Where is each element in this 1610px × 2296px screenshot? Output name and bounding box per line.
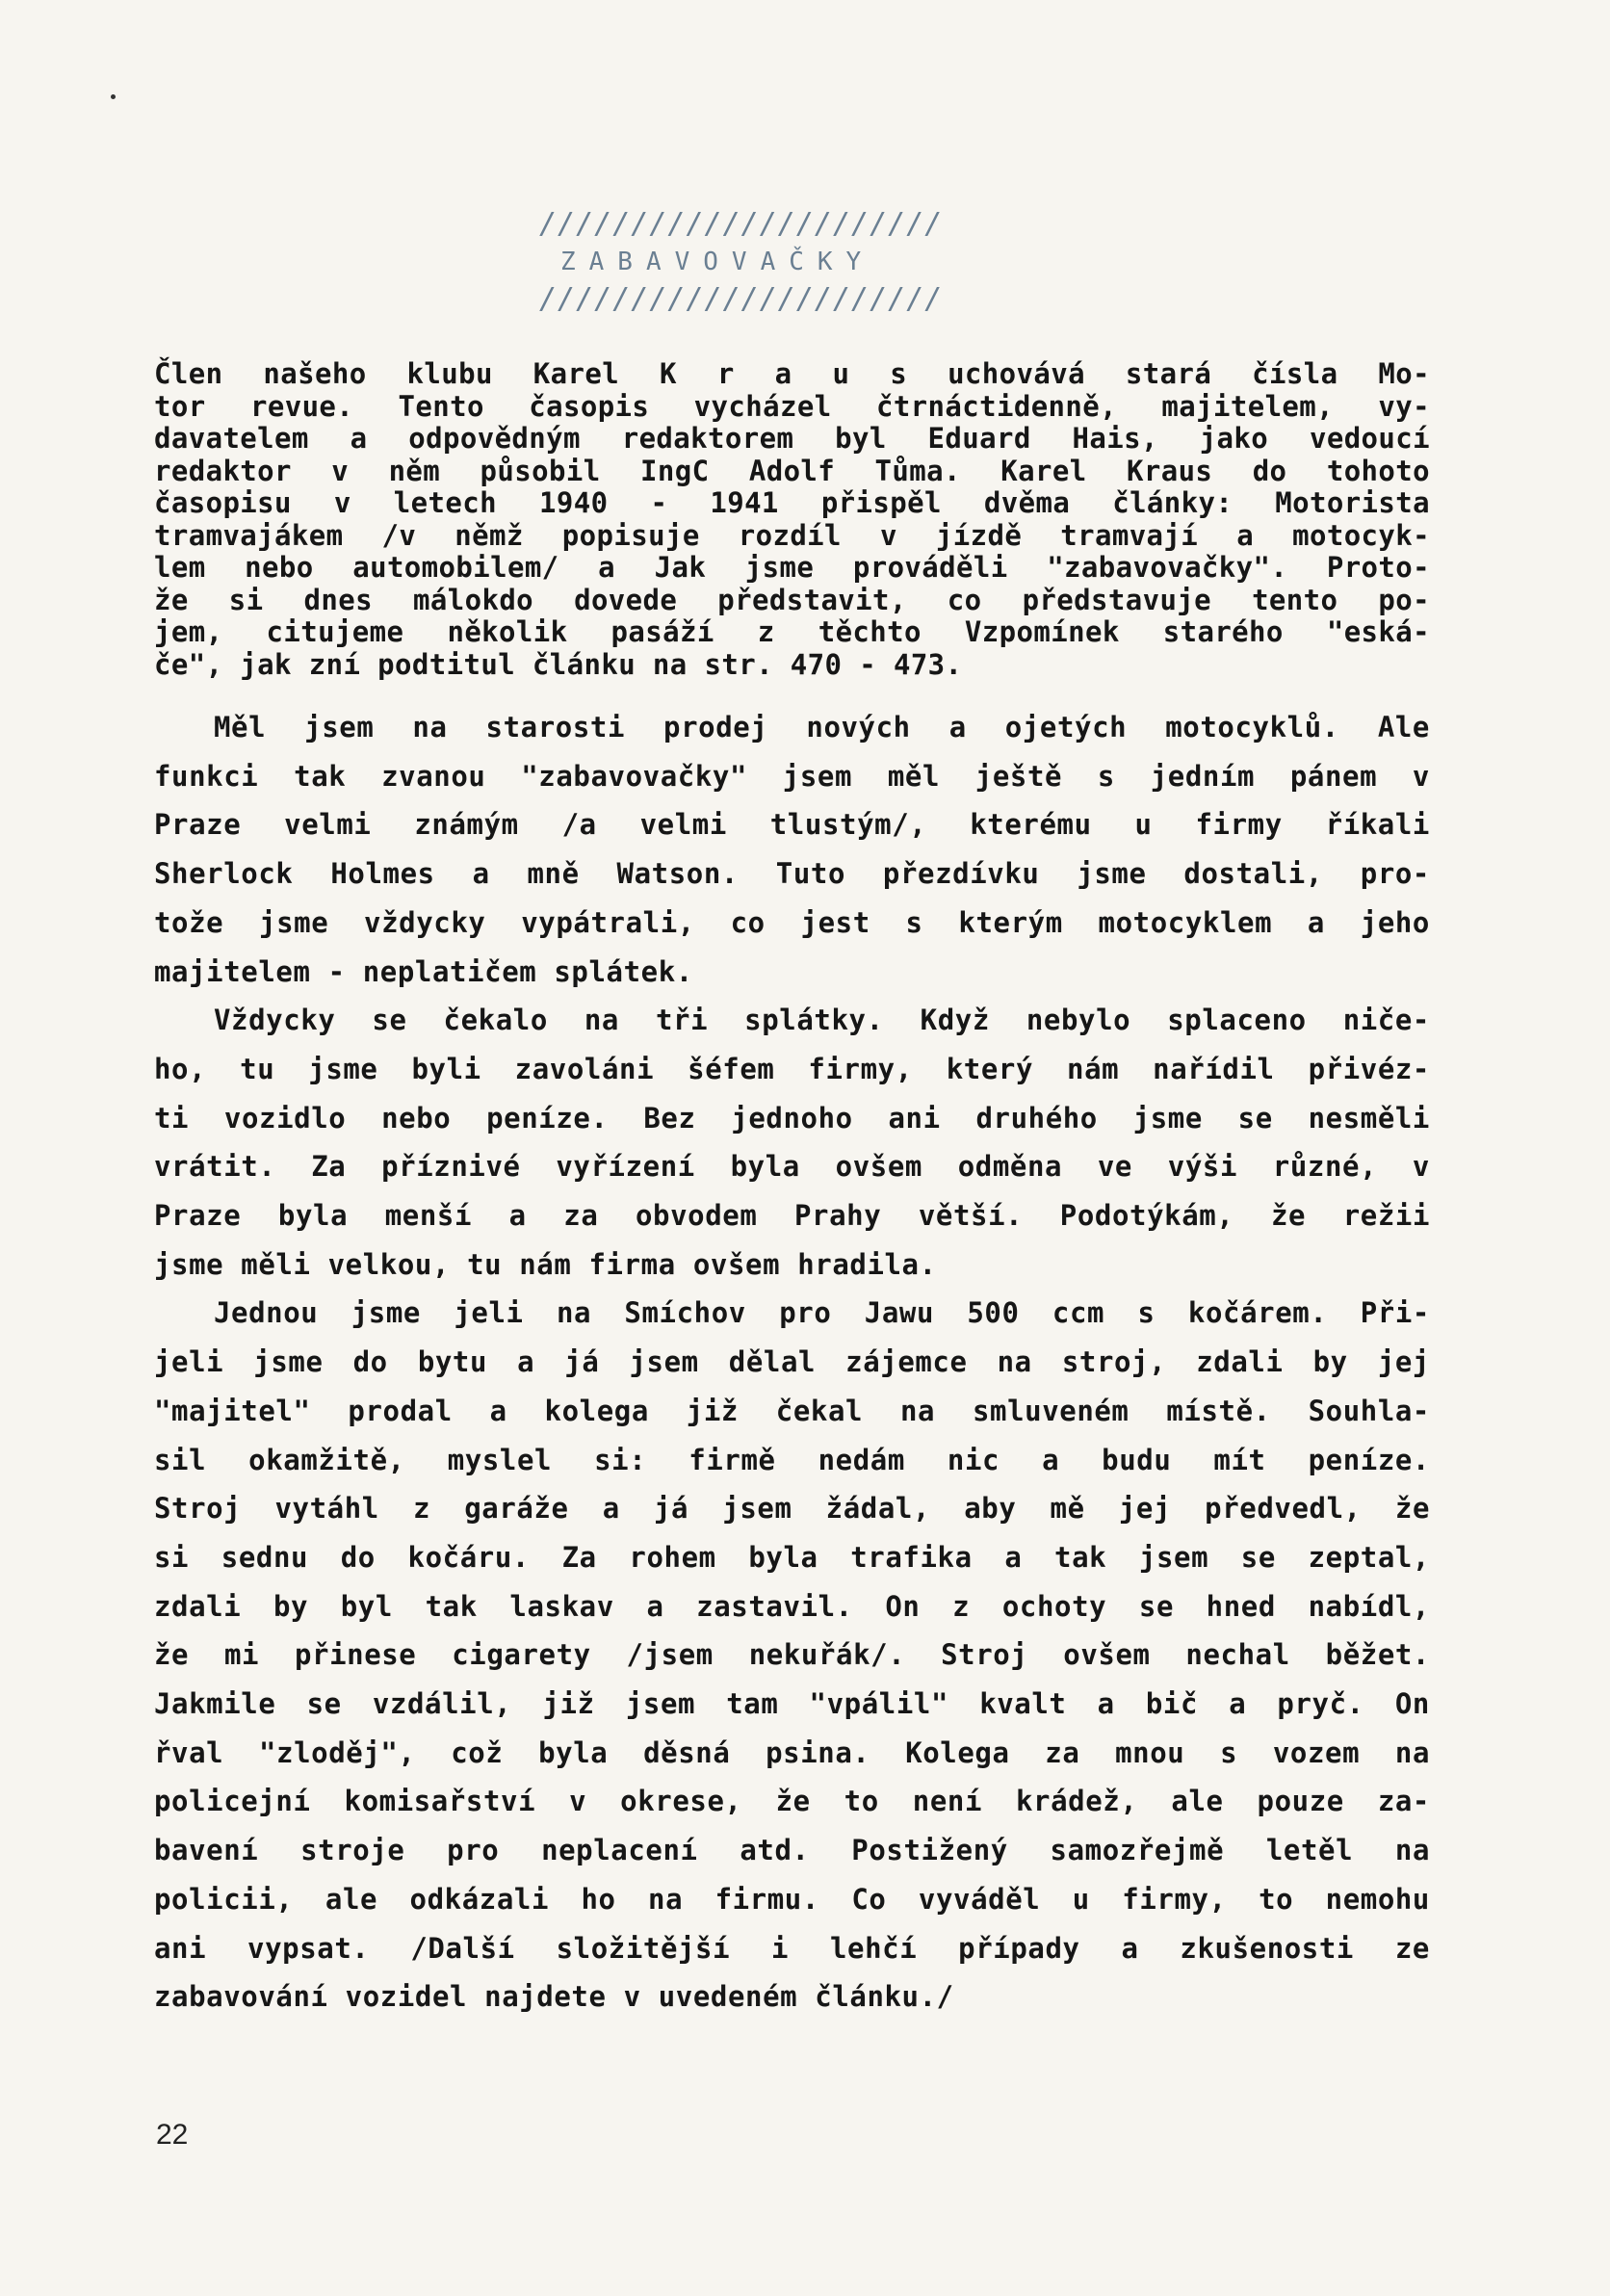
- intro-line: časopisu v letech 1940 - 1941 přispěl dvěma články: Motorista: [154, 486, 1430, 519]
- story-line: jsme měli velkou, tu nám firma ovšem hradila.: [154, 1247, 937, 1281]
- intro-line: redaktor v něm působil IngC Adolf Tůma. Karel Kraus do tohoto: [154, 454, 1430, 487]
- story-text: [154, 703, 1430, 2022]
- intro-paragraph: [154, 358, 1430, 681]
- story-line: majitelem - neplatičem splátek.: [154, 954, 693, 988]
- article-title: ZABAVOVAČKY: [560, 248, 875, 276]
- story-line: že mi přinese cigarety /jsem nekuřák/. Stroj ovšem nechal běžet.: [154, 1638, 1430, 1672]
- intro-line: davatelem a odpovědným redaktorem byl Eduard Hais, jako vedoucí: [154, 422, 1430, 455]
- header-slashes-bottom: //////////////////////: [539, 282, 944, 316]
- story-line: ani vypsat. /Další složitější i lehčí případy a zkušenosti ze: [154, 1931, 1430, 1965]
- story-line: Sherlock Holmes a mně Watson. Tuto přezdívku jsme dostali, pro-: [154, 857, 1430, 891]
- story-line: bavení stroje pro neplacení atd. Postižený samozřejmě letěl na: [154, 1834, 1430, 1867]
- intro-line: če", jak zní podtitul článku na str. 470 - 473.: [154, 647, 963, 681]
- story-line: ho, tu jsme byli zavoláni šéfem firmy, který nám nařídil přivéz-: [154, 1052, 1430, 1085]
- story-line: Jakmile se vzdálil, již jsem tam "vpálil" kvalt a bič a pryč. On: [154, 1687, 1430, 1721]
- intro-line: lem nebo automobilem/ a Jak jsme prováděli "zabavovačky". Proto-: [154, 551, 1430, 584]
- story-line: tože jsme vždycky vypátrali, co jest s kterým motocyklem a jeho: [154, 905, 1430, 939]
- intro-line: že si dnes málokdo dovede představit, co představuje tento po-: [154, 583, 1430, 616]
- story-line: Praze byla menší a za obvodem Prahy větší. Podotýkám, že režii: [154, 1199, 1430, 1233]
- story-line: Vždycky se čekalo na tři splátky. Když nebylo splaceno niče-: [214, 1004, 1430, 1037]
- story-line: policejní komisařství v okrese, že to není krádež, ale pouze za-: [154, 1785, 1430, 1818]
- intro-line: Člen našeho klubu Karel K r a u s uchovává stará čísla Mo-: [154, 357, 1430, 390]
- story-line: funkci tak zvanou "zabavovačky" jsem měl ještě s jedním pánem v: [154, 759, 1430, 793]
- speck-mark: [111, 94, 116, 99]
- story-line: Jednou jsme jeli na Smíchov pro Jawu 500 ccm s kočárem. Při-: [214, 1296, 1430, 1330]
- story-line: Stroj vytáhl z garáže a já jsem žádal, aby mě jej předvedl, že: [154, 1492, 1430, 1526]
- header-slashes-top: //////////////////////: [539, 207, 944, 241]
- story-line: vrátit. Za příznivé vyřízení byla ovšem odměna ve výši různé, v: [154, 1150, 1430, 1184]
- story-line: si sednu do kočáru. Za rohem byla trafika a tak jsem se zeptal,: [154, 1540, 1430, 1574]
- story-line: Praze velmi známým /a velmi tlustým/, kterému u firmy říkali: [154, 808, 1430, 842]
- article-header: [539, 206, 1040, 318]
- story-line: jeli jsme do bytu a já jsem dělal zájemce na stroj, zdali by jej: [154, 1345, 1430, 1379]
- story-line: zabavování vozidel najdete v uvedeném článku./: [154, 1980, 954, 2014]
- page-number: 22: [156, 2119, 189, 2151]
- intro-line: tramvajákеm /v němž popisuje rozdíl v jízdě tramvají a motocyk-: [154, 518, 1430, 552]
- story-line: ti vozidlo nebo peníze. Bez jednoho ani druhého jsme se nesměli: [154, 1101, 1430, 1135]
- story-line: řval "zloděj", což byla děsná psina. Kolega za mnou s vozem na: [154, 1735, 1430, 1769]
- story-line: sil okamžitě, myslel si: firmě nedám nic a budu mít peníze.: [154, 1443, 1430, 1476]
- story-line: zdali by byl tak laskav a zastavil. On z ochoty se hned nabídl,: [154, 1589, 1430, 1623]
- story-line: "majitel" prodal a kolega již čekal na smluveném místě. Souhla-: [154, 1394, 1430, 1427]
- story-line: policii, ale odkázali ho na firmu. Co vyváděl u firmy, to nemohu: [154, 1882, 1430, 1916]
- story-line: Měl jsem na starosti prodej nových a ojetých motocyklů. Ale: [214, 711, 1430, 744]
- intro-line: tor revue. Tento časopis vycházel čtrnáctidenně, majitelem, vy-: [154, 389, 1430, 423]
- intro-line: jem, citujeme několik pasáží z těchto Vzpomínek starého "eská-: [154, 615, 1430, 648]
